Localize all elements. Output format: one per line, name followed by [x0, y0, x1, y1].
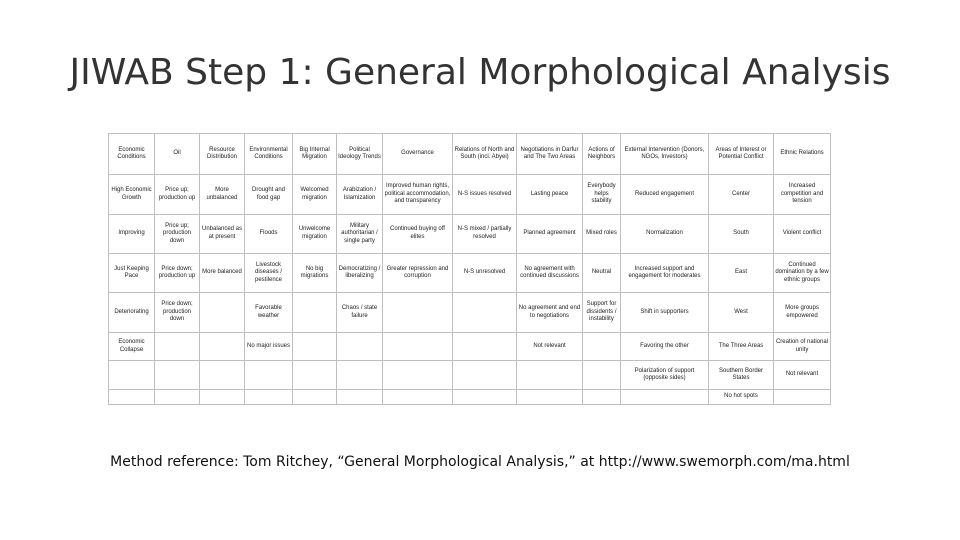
table-row: [109, 390, 831, 405]
matrix-cell: Not relevant: [517, 332, 583, 361]
matrix-cell: [517, 361, 583, 390]
matrix-cell: Unbalanced as at present: [200, 214, 245, 253]
matrix-cell: [293, 332, 337, 361]
column-header: Resource Distribution: [200, 134, 245, 175]
matrix-cell: [200, 293, 245, 332]
morphological-matrix: [108, 133, 831, 405]
matrix-cell: Economic Collapse: [109, 332, 155, 361]
matrix-cell: [155, 361, 200, 390]
matrix-cell: West: [709, 293, 774, 332]
matrix-cell: Continued domination by a few ethnic groups: [774, 254, 831, 293]
matrix-cell: Planned agreement: [517, 214, 583, 253]
table-row: [109, 175, 831, 214]
matrix-cell: [337, 361, 383, 390]
matrix-cell: East: [709, 254, 774, 293]
matrix-cell: Just Keeping Pace: [109, 254, 155, 293]
matrix-cell: Support for dissidents / instability: [583, 293, 621, 332]
table-row: [109, 293, 831, 332]
matrix-cell: [293, 361, 337, 390]
matrix-cell: [774, 390, 831, 405]
matrix-cell: [383, 332, 453, 361]
matrix-cell: Lasting peace: [517, 175, 583, 214]
matrix-cell: [109, 390, 155, 405]
matrix-cell: Greater repression and corruption: [383, 254, 453, 293]
column-header: Political Ideology Trends: [337, 134, 383, 175]
matrix-cell: Drought and food gap: [245, 175, 293, 214]
matrix-cell: [453, 332, 517, 361]
matrix-cell: Continued buying off elites: [383, 214, 453, 253]
matrix-cell: Chaos / state failure: [337, 293, 383, 332]
matrix-cell: No major issues: [245, 332, 293, 361]
slide-title: JIWAB Step 1: General Morphological Analysis: [69, 52, 891, 93]
table-row: [109, 361, 831, 390]
matrix-cell: [383, 361, 453, 390]
matrix-cell: No agreement and end to negotiations: [517, 293, 583, 332]
matrix-cell: The Three Areas: [709, 332, 774, 361]
matrix-cell: More groups empowered: [774, 293, 831, 332]
matrix-cell: [583, 332, 621, 361]
table-row: [109, 332, 831, 361]
matrix-cell: Improved human rights, political accommodation, and transparency: [383, 175, 453, 214]
matrix-cell: Normalization: [621, 214, 709, 253]
matrix-cell: No big migrations: [293, 254, 337, 293]
matrix-cell: More balanced: [200, 254, 245, 293]
matrix-cell: More unbalanced: [200, 175, 245, 214]
matrix-cell: Deteriorating: [109, 293, 155, 332]
matrix-cell: Improving: [109, 214, 155, 253]
matrix-cell: Creation of national unity: [774, 332, 831, 361]
matrix-cell: [155, 390, 200, 405]
matrix-cell: Price up; production down: [155, 214, 200, 253]
matrix-cell: [293, 390, 337, 405]
matrix-cell: N-S unresolved: [453, 254, 517, 293]
matrix-cell: [155, 332, 200, 361]
matrix-cell: [245, 361, 293, 390]
matrix-cell: Military authoritarian / single party: [337, 214, 383, 253]
column-header: Environmental Conditions: [245, 134, 293, 175]
matrix-cell: Not relevant: [774, 361, 831, 390]
matrix-cell: [621, 390, 709, 405]
matrix-cell: High Economic Growth: [109, 175, 155, 214]
column-header: Relations of North and South (incl. Abyei): [453, 134, 517, 175]
matrix-cell: [383, 390, 453, 405]
matrix-cell: No agreement with continued discussions: [517, 254, 583, 293]
matrix-cell: Favoring the other: [621, 332, 709, 361]
matrix-cell: Southern Border States: [709, 361, 774, 390]
matrix-cell: N-S mixed / partially resolved: [453, 214, 517, 253]
matrix-cell: [245, 390, 293, 405]
column-header: Negotiations in Darfur and The Two Areas: [517, 134, 583, 175]
column-header: External Intervention (Donors, NGOs, Investors): [621, 134, 709, 175]
matrix-cell: [337, 332, 383, 361]
matrix-cell: Arabization / Islamization: [337, 175, 383, 214]
matrix-cell: [453, 390, 517, 405]
matrix-cell: Livestock diseases / pestilence: [245, 254, 293, 293]
matrix-cell: Polarization of support (opposite sides): [621, 361, 709, 390]
column-header: Actions of Neighbors: [583, 134, 621, 175]
matrix-cell: Neutral: [583, 254, 621, 293]
column-header: Areas of Interest or Potential Conflict: [709, 134, 774, 175]
column-header: Economic Conditions: [109, 134, 155, 175]
matrix-cell: Unwelcome migration: [293, 214, 337, 253]
matrix-cell: Reduced engagement: [621, 175, 709, 214]
matrix-cell: [200, 332, 245, 361]
matrix-cell: Violent conflict: [774, 214, 831, 253]
matrix-cell: Mixed roles: [583, 214, 621, 253]
matrix-cell: Price down; production up: [155, 254, 200, 293]
matrix-cell: [583, 390, 621, 405]
matrix-cell: Floods: [245, 214, 293, 253]
matrix-cell: Increased support and engagement for moderates: [621, 254, 709, 293]
matrix-cell: [453, 361, 517, 390]
matrix-cell: Welcomed migration: [293, 175, 337, 214]
matrix-cell: Favorable weather: [245, 293, 293, 332]
matrix-cell: N-S issues resolved: [453, 175, 517, 214]
table-row: [109, 254, 831, 293]
matrix-cell: Increased competition and tension: [774, 175, 831, 214]
matrix-cell: No hot spots: [709, 390, 774, 405]
column-header: Ethnic Relations: [774, 134, 831, 175]
matrix-cell: [383, 293, 453, 332]
matrix-cell: Price down; production down: [155, 293, 200, 332]
matrix-cell: [453, 293, 517, 332]
matrix-cell: [293, 293, 337, 332]
method-reference: Method reference: Tom Ritchey, “General Morphological Analysis,” at http://www.swemorph.com/ma.html: [110, 454, 850, 470]
matrix-cell: [517, 390, 583, 405]
column-header: Big Internal Migration: [293, 134, 337, 175]
matrix-cell: Democratizing / liberalizing: [337, 254, 383, 293]
table-row: [109, 214, 831, 253]
matrix-cell: Everybody helps stability: [583, 175, 621, 214]
matrix-cell: Center: [709, 175, 774, 214]
matrix-cell: Price up; production up: [155, 175, 200, 214]
matrix-cell: [337, 390, 383, 405]
column-header: Oil: [155, 134, 200, 175]
matrix-cell: [109, 361, 155, 390]
matrix-cell: [200, 390, 245, 405]
matrix-cell: Shift in supporters: [621, 293, 709, 332]
column-header: Governance: [383, 134, 453, 175]
matrix-cell: South: [709, 214, 774, 253]
matrix-cell: [200, 361, 245, 390]
matrix-cell: [583, 361, 621, 390]
header-row: [109, 134, 831, 175]
